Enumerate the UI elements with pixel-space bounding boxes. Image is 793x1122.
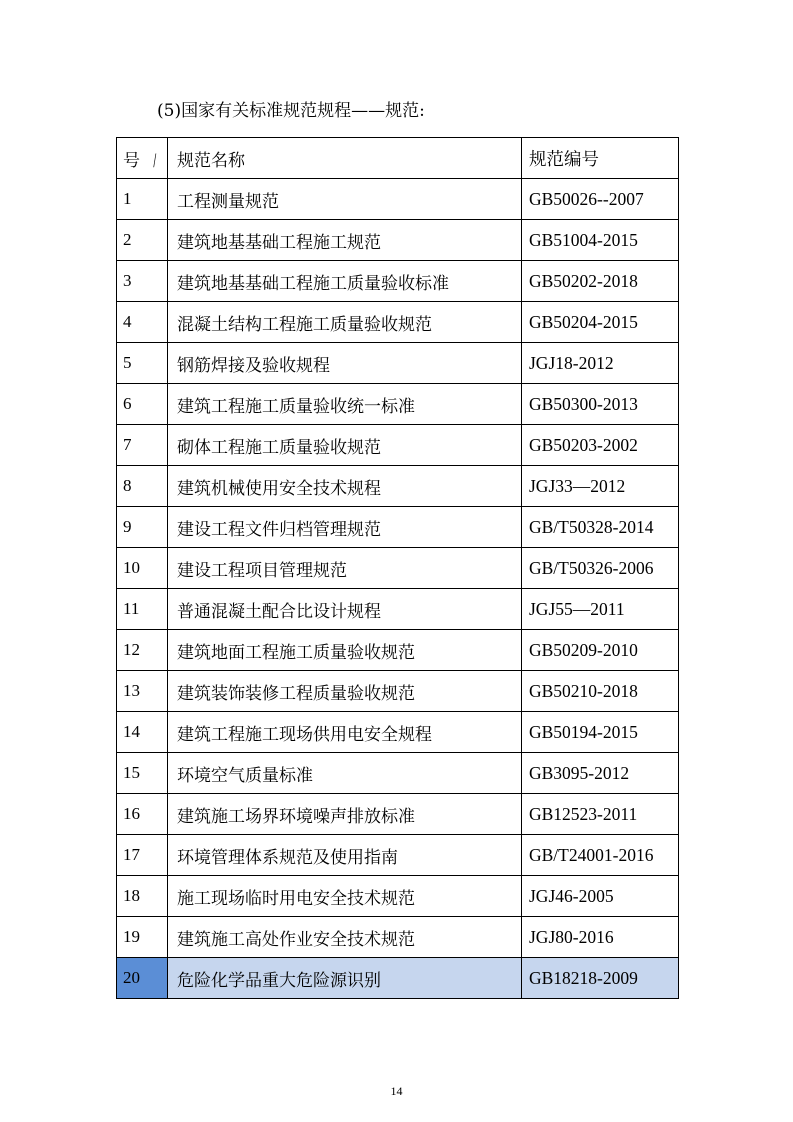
- table-row: [117, 917, 679, 958]
- row-code-cell: GB51004-2015: [522, 220, 679, 261]
- row-num-cell: 14: [117, 712, 168, 753]
- row-num-cell: 11: [117, 589, 168, 630]
- row-num-cell: 12: [117, 630, 168, 671]
- row-name-cell: 危险化学品重大危险源识别: [168, 958, 522, 999]
- row-code-cell: GB12523-2011: [522, 794, 679, 835]
- table-row: [117, 261, 679, 302]
- row-num-cell: 19: [117, 917, 168, 958]
- page-number: 14: [390, 1084, 403, 1098]
- row-num-cell: 2: [117, 220, 168, 261]
- row-name-cell: 混凝土结构工程施工质量验收规范: [168, 302, 522, 343]
- row-name-cell: 建筑地基基础工程施工质量验收标准: [168, 261, 522, 302]
- row-code-cell: GB50026--2007: [522, 179, 679, 220]
- row-name-cell: 环境管理体系规范及使用指南: [168, 835, 522, 876]
- row-code-cell: GB50203-2002: [522, 425, 679, 466]
- row-code-cell: GB18218-2009: [522, 958, 679, 999]
- table-row: [117, 712, 679, 753]
- header-code-cell: 规范编号: [522, 138, 679, 179]
- row-name-cell: 环境空气质量标准: [168, 753, 522, 794]
- row-num-cell: 10: [117, 548, 168, 589]
- table-row: [117, 220, 679, 261]
- table-row: [117, 466, 679, 507]
- row-name-cell: 砌体工程施工质量验收规范: [168, 425, 522, 466]
- row-num-cell: 4: [117, 302, 168, 343]
- standards-table: [116, 137, 679, 999]
- standards-table-body: [117, 138, 679, 999]
- row-code-cell: JGJ80-2016: [522, 917, 679, 958]
- row-code-cell: JGJ55—2011: [522, 589, 679, 630]
- table-row: [117, 425, 679, 466]
- row-num-cell: 18: [117, 876, 168, 917]
- row-num-cell: 13: [117, 671, 168, 712]
- row-name-cell: 建设工程项目管理规范: [168, 548, 522, 589]
- row-num-cell: 7: [117, 425, 168, 466]
- row-code-cell: GB50194-2015: [522, 712, 679, 753]
- table-header-row: [117, 138, 679, 179]
- row-name-cell: 钢筋焊接及验收规程: [168, 343, 522, 384]
- table-row: [117, 876, 679, 917]
- row-num-cell: 1: [117, 179, 168, 220]
- row-name-cell: 施工现场临时用电安全技术规范: [168, 876, 522, 917]
- row-num-cell: 15: [117, 753, 168, 794]
- table-row: [117, 835, 679, 876]
- row-name-cell: 建筑施工场界环境噪声排放标准: [168, 794, 522, 835]
- row-code-cell: JGJ33—2012: [522, 466, 679, 507]
- table-row: [117, 753, 679, 794]
- row-code-cell: GB/T50326-2006: [522, 548, 679, 589]
- table-row: [117, 794, 679, 835]
- table-row: [117, 302, 679, 343]
- row-name-cell: 建筑地面工程施工质量验收规范: [168, 630, 522, 671]
- section-heading: (5)国家有关标准规范规程——规范:: [157, 101, 425, 121]
- row-num-cell: 5: [117, 343, 168, 384]
- header-cut-mark: /: [153, 150, 157, 171]
- table-row: [117, 671, 679, 712]
- row-code-cell: GB50210-2018: [522, 671, 679, 712]
- row-code-cell: JGJ18-2012: [522, 343, 679, 384]
- row-num-cell: 3: [117, 261, 168, 302]
- header-name-cell: 规范名称: [168, 138, 522, 179]
- table-row: [117, 507, 679, 548]
- row-name-cell: 建筑工程施工现场供用电安全规程: [168, 712, 522, 753]
- row-code-cell: GB/T50328-2014: [522, 507, 679, 548]
- row-code-cell: GB/T24001-2016: [522, 835, 679, 876]
- table-row: [117, 343, 679, 384]
- row-num-cell: 8: [117, 466, 168, 507]
- row-name-cell: 建筑装饰装修工程质量验收规范: [168, 671, 522, 712]
- row-name-cell: 建筑机械使用安全技术规程: [168, 466, 522, 507]
- table-row: [117, 179, 679, 220]
- row-name-cell: 建筑施工高处作业安全技术规范: [168, 917, 522, 958]
- row-num-cell: 16: [117, 794, 168, 835]
- table-row: [117, 630, 679, 671]
- row-num-cell: 9: [117, 507, 168, 548]
- table-row: [117, 589, 679, 630]
- row-name-cell: 建设工程文件归档管理规范: [168, 507, 522, 548]
- row-code-cell: GB50209-2010: [522, 630, 679, 671]
- row-name-cell: 建筑工程施工质量验收统一标准: [168, 384, 522, 425]
- header-num-cell: [117, 138, 168, 179]
- row-code-cell: GB50204-2015: [522, 302, 679, 343]
- header-num-label: 号: [123, 150, 140, 171]
- row-num-cell: 6: [117, 384, 168, 425]
- table-row: [117, 958, 679, 999]
- table-row: [117, 384, 679, 425]
- row-num-cell: 17: [117, 835, 168, 876]
- table-row: [117, 548, 679, 589]
- row-code-cell: JGJ46-2005: [522, 876, 679, 917]
- row-code-cell: GB50300-2013: [522, 384, 679, 425]
- row-num-cell: 20: [117, 958, 168, 999]
- row-name-cell: 建筑地基基础工程施工规范: [168, 220, 522, 261]
- row-name-cell: 工程测量规范: [168, 179, 522, 220]
- row-name-cell: 普通混凝土配合比设计规程: [168, 589, 522, 630]
- row-code-cell: GB50202-2018: [522, 261, 679, 302]
- row-code-cell: GB3095-2012: [522, 753, 679, 794]
